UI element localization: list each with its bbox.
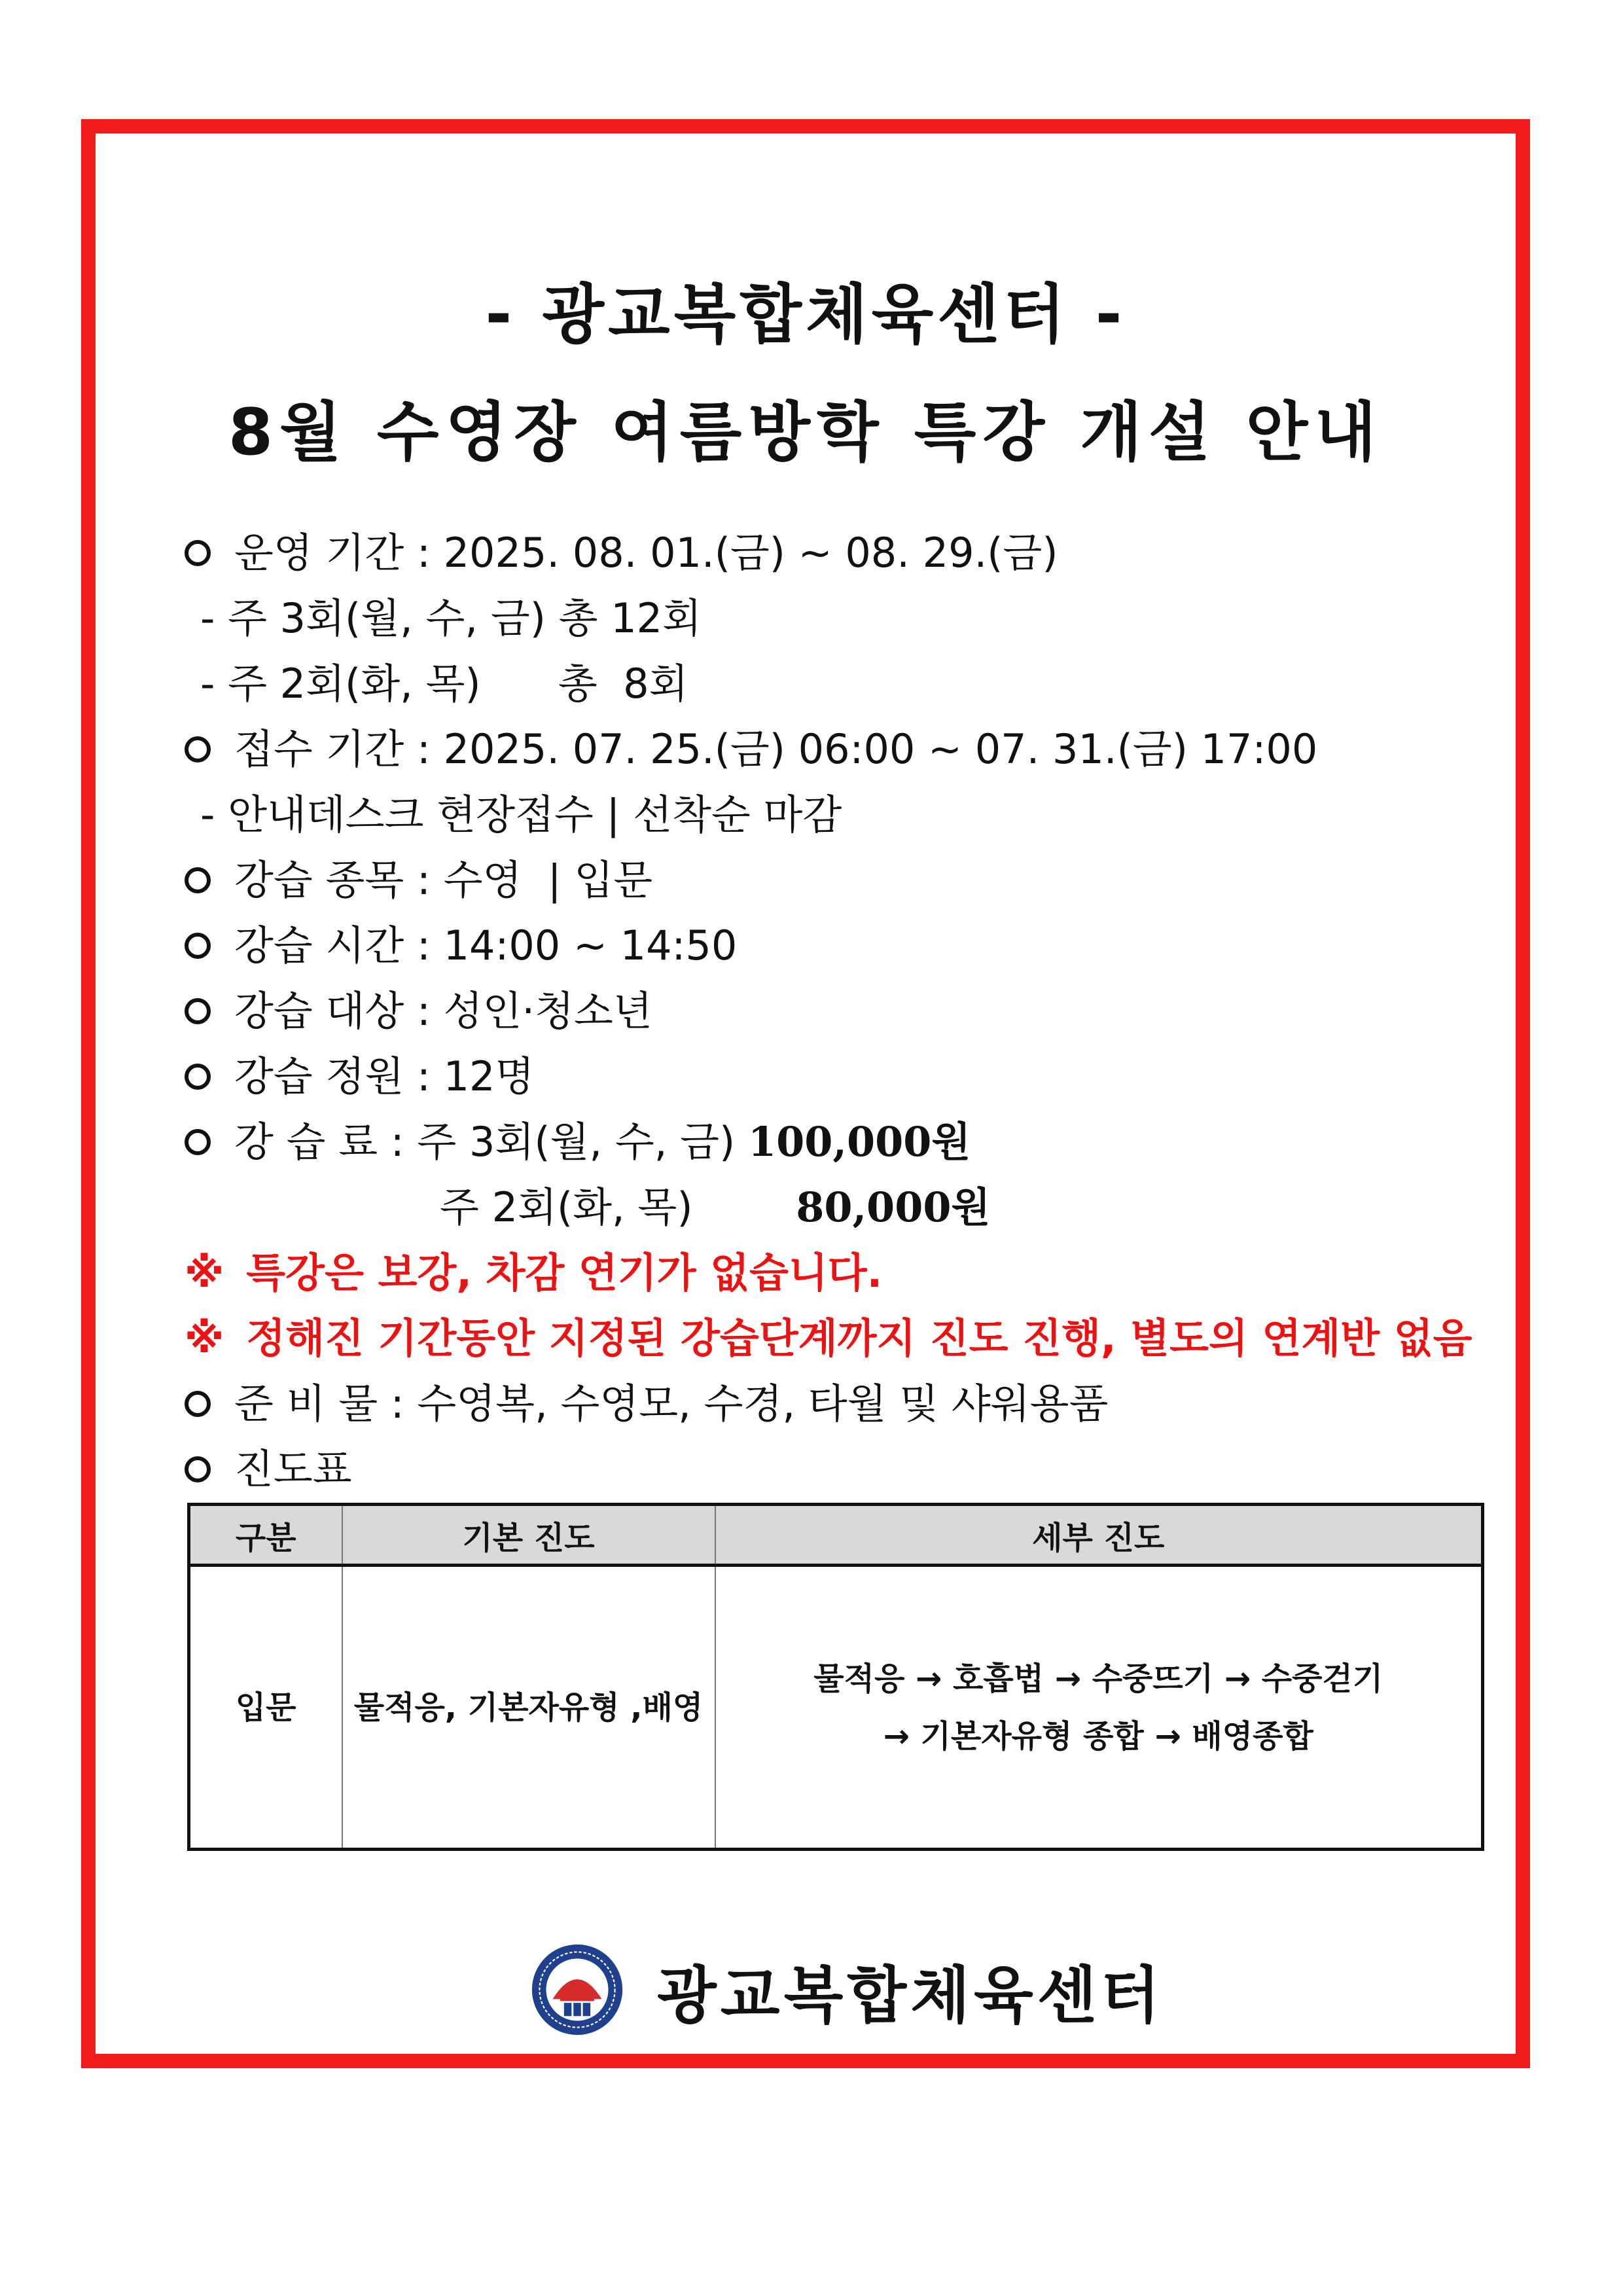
period-sub-line-2: - 주 2회(화, 목) 총 8회 — [200, 660, 688, 708]
progress-table — [187, 1503, 1484, 1851]
reception-sub-line: - 안내데스크 현장접수 | 선착순 마감 — [200, 791, 842, 838]
circle-bullet-icon — [185, 998, 211, 1024]
notice-no-makeup: ※ 특강은 보강, 차감 연기가 없습니다. — [185, 1249, 883, 1297]
supplies-line: 준 비 물 : 수영복, 수영모, 수경, 타월 및 샤워용품 — [185, 1378, 1108, 1430]
detail-progress-cell — [715, 1566, 1483, 1850]
period-sub-line-1: - 주 3회(월, 수, 금) 총 12회 — [200, 594, 702, 642]
circle-bullet-icon — [185, 540, 211, 566]
fee-amount: 80,000원 — [796, 1183, 991, 1231]
target-line: 강습 대상 : 성인·청소년 — [185, 985, 652, 1037]
circle-bullet-icon — [185, 1064, 211, 1090]
column-header: 구분 — [189, 1505, 342, 1566]
progress-heading: 진도표 — [185, 1443, 352, 1496]
circle-bullet-icon — [185, 867, 211, 893]
capacity-line: 강습 정원 : 12명 — [185, 1050, 534, 1103]
fee-amount: 100,000원 — [747, 1118, 971, 1166]
sports-council-emblem-icon — [530, 1943, 624, 2037]
detail-line: → 기본자유형 종합 → 배영종합 — [883, 1717, 1313, 1755]
fee-line: 강 습 료 : 주 3회(월, 수, 금) 100,000원 — [185, 1116, 971, 1168]
reception-line: 접수 기간 : 2025. 07. 25.(금) 06:00 ~ 07. 31.(금) 17:00 — [185, 723, 1317, 776]
notice-no-continuation: ※ 정해진 기간동안 지정된 강습단계까지 진도 진행, 별도의 연계반 없음 — [185, 1314, 1472, 1362]
table-header-row — [189, 1505, 1483, 1566]
circle-bullet-icon — [185, 736, 211, 762]
time-line: 강습 시간 : 14:00 ~ 14:50 — [185, 920, 737, 972]
column-header: 세부 진도 — [715, 1505, 1483, 1566]
circle-bullet-icon — [185, 1391, 211, 1417]
notice-title: 8월 수영장 여름방학 특강 개설 안내 — [228, 395, 1383, 470]
circle-bullet-icon — [185, 1456, 211, 1482]
level-cell: 입문 — [189, 1566, 342, 1850]
circle-bullet-icon — [185, 1129, 211, 1155]
basic-progress-cell: 물적응, 기본자유형 ,배영 — [342, 1566, 715, 1850]
subject-line: 강습 종목 : 수영 | 입문 — [185, 854, 652, 906]
reference-mark: ※ — [185, 1249, 224, 1297]
period-line: 운영 기간 : 2025. 08. 01.(금) ~ 08. 29.(금) — [185, 527, 1058, 579]
column-header: 기본 진도 — [342, 1505, 715, 1566]
footer-center-name: 광교복합체육센터 — [657, 1960, 1164, 2032]
reference-mark: ※ — [185, 1314, 224, 1362]
fee-line-2: 주 2회(화, 목) 80,000원 — [440, 1183, 991, 1231]
detail-line: 물적응 → 호흡법 → 수중뜨기 → 수중걷기 — [813, 1660, 1383, 1697]
footer — [530, 1937, 1164, 2042]
center-title: - 광교복합체육센터 - — [485, 278, 1126, 352]
circle-bullet-icon — [185, 933, 211, 959]
table-row — [189, 1566, 1483, 1850]
